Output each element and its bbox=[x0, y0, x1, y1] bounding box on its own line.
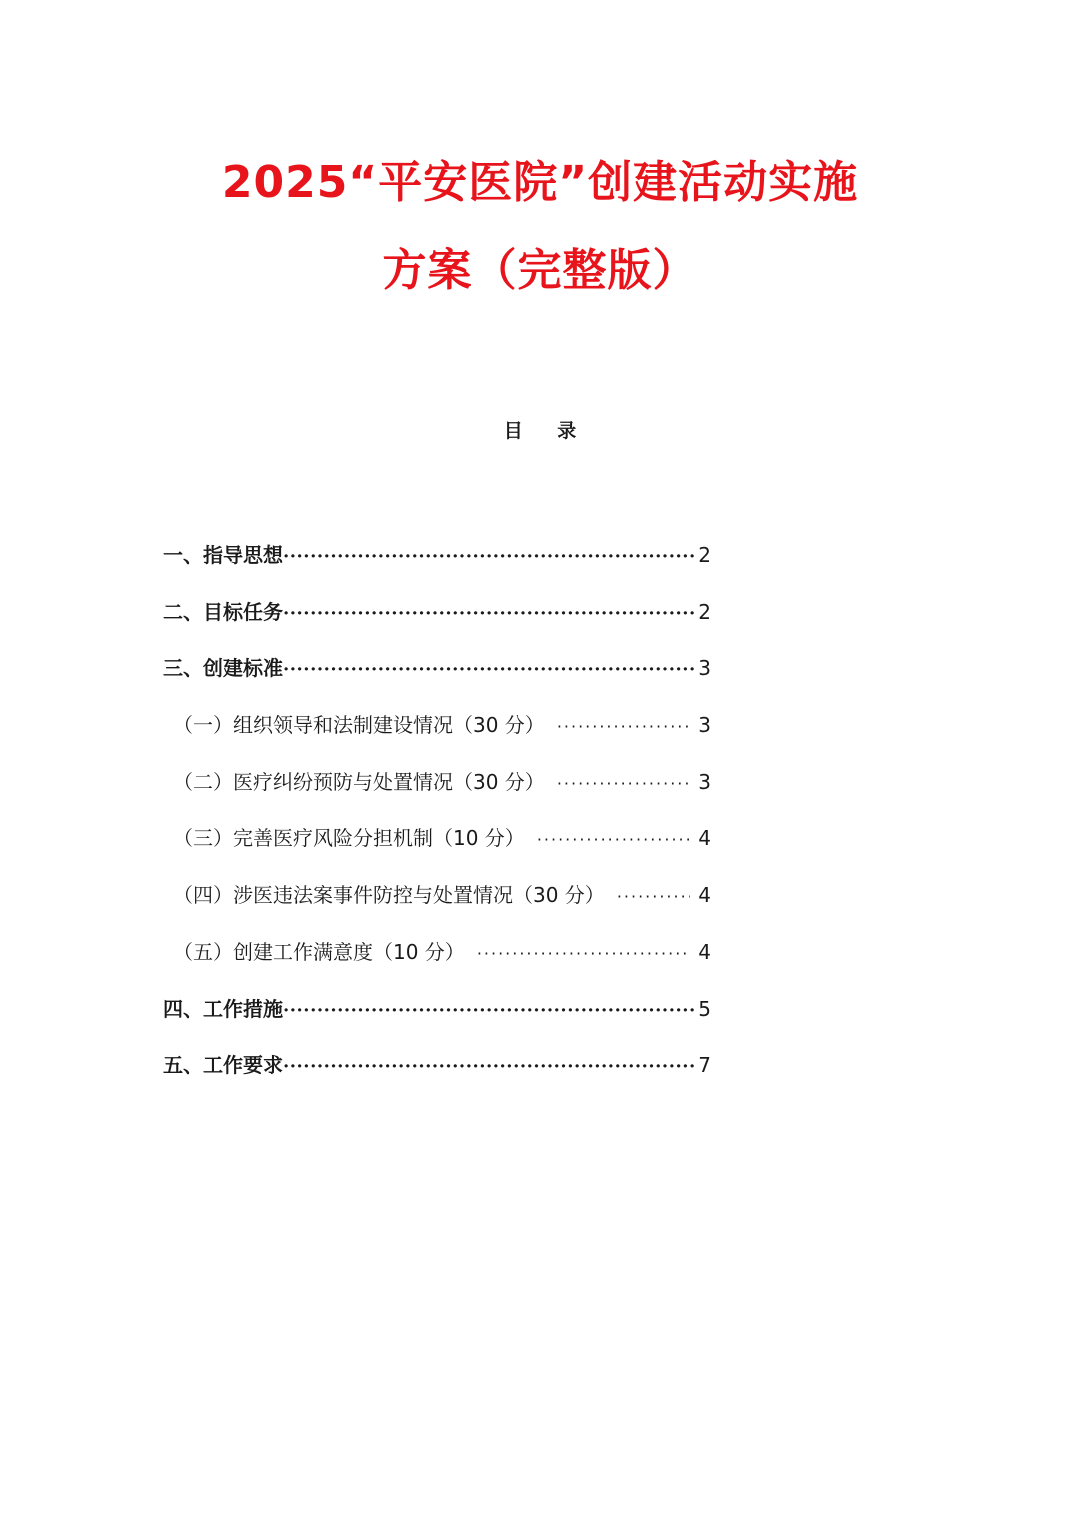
toc-dot-leader bbox=[283, 1049, 696, 1085]
toc-entry[interactable] bbox=[163, 594, 711, 651]
toc-dot-leader bbox=[283, 539, 696, 575]
toc-page-number: 3 bbox=[698, 713, 711, 738]
toc-subentry[interactable] bbox=[163, 820, 711, 877]
toc-entry-label: 四、工作措施 bbox=[163, 996, 283, 1021]
toc-page-number: 3 bbox=[698, 656, 711, 681]
toc-entry-label: （二）医疗纠纷预防与处置情况（30 分） bbox=[173, 769, 545, 794]
toc-entry-label: （四）涉医违法案事件防控与处置情况（30 分） bbox=[173, 883, 605, 908]
toc-dot-leader bbox=[283, 993, 696, 1029]
table-of-contents bbox=[163, 537, 711, 1104]
toc-dot-leader bbox=[537, 822, 690, 858]
toc-dot-leader bbox=[283, 652, 696, 688]
toc-page-number: 4 bbox=[698, 883, 711, 908]
toc-heading: 目 录 bbox=[503, 420, 591, 442]
toc-page-number: 5 bbox=[698, 996, 711, 1021]
toc-dot-leader bbox=[557, 766, 690, 802]
toc-subentry[interactable] bbox=[163, 934, 711, 991]
toc-dot-leader bbox=[477, 936, 690, 972]
toc-dot-leader bbox=[283, 596, 696, 632]
toc-subentry[interactable] bbox=[163, 707, 711, 764]
toc-page-number: 2 bbox=[698, 543, 711, 567]
toc-dot-leader bbox=[617, 879, 690, 915]
toc-page-number: 2 bbox=[698, 599, 711, 624]
toc-dot-leader bbox=[557, 709, 690, 745]
toc-subentry[interactable] bbox=[163, 764, 711, 821]
toc-subentry[interactable] bbox=[163, 877, 711, 934]
toc-entry-label: （三）完善医疗风险分担机制（10 分） bbox=[173, 826, 525, 851]
document-title-line-2: 方案（完整版） bbox=[382, 245, 698, 296]
toc-entry-label: （五）创建工作满意度（10 分） bbox=[173, 939, 465, 964]
toc-entry-label: 三、创建标准 bbox=[163, 656, 283, 681]
toc-entry-label: （一）组织领导和法制建设情况（30 分） bbox=[173, 713, 545, 738]
toc-page-number: 4 bbox=[698, 939, 711, 964]
toc-entry[interactable] bbox=[163, 1047, 711, 1104]
toc-entry[interactable] bbox=[163, 537, 711, 594]
toc-page-number: 7 bbox=[698, 1053, 711, 1078]
toc-page-number: 3 bbox=[698, 769, 711, 794]
toc-entry-label: 五、工作要求 bbox=[163, 1053, 283, 1078]
toc-entry[interactable] bbox=[163, 650, 711, 707]
toc-entry[interactable] bbox=[163, 991, 711, 1048]
toc-entry-label: 一、指导思想 bbox=[163, 543, 283, 567]
toc-entry-label: 二、目标任务 bbox=[163, 599, 283, 624]
toc-page-number: 4 bbox=[698, 826, 711, 851]
document-title-line-1: 2025“平安医院”创建活动实施 bbox=[221, 157, 859, 208]
